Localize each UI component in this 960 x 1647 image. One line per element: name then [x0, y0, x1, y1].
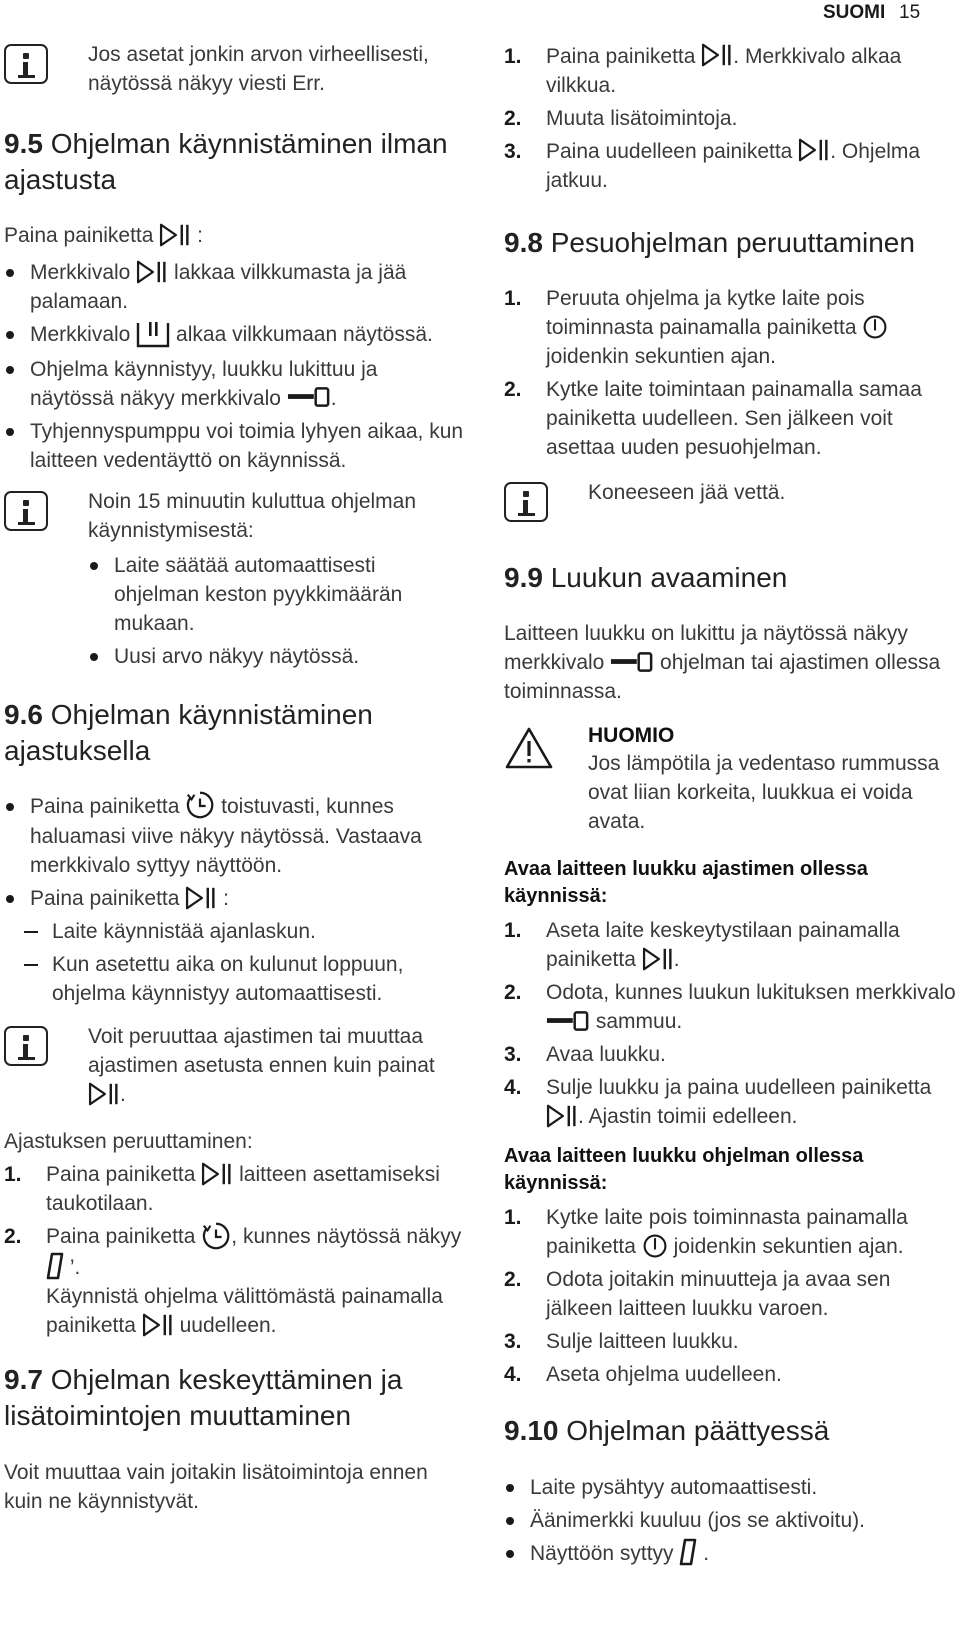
warning-text: Jos lämpötila ja vedentaso rummussa ovat liian korkeita, luukkua ei voida avata. [588, 752, 940, 834]
numbered-list [504, 916, 960, 1131]
power-icon [642, 1233, 668, 1259]
list-item: Paina painiketta toistuvasti, kunnes haluamasi viive näkyy näytössä. Vastaava merkkivalo syttyy näyttöön. [4, 792, 464, 880]
subsection-title: Avaa laitteen luukku ajastimen ollessa käynnissä: [504, 858, 868, 908]
section-title-9-5: 9.5 Ohjelman käynnistäminen ilman ajastusta [4, 128, 448, 195]
list-item: 3. Sulje laitteen luukku. [504, 1330, 739, 1354]
start-pause-icon [159, 222, 191, 248]
start-pause-icon [142, 1312, 174, 1338]
door-lock-icon [610, 651, 654, 673]
start-pause-icon [642, 946, 674, 972]
warning-title: HUOMIO [588, 724, 675, 748]
list-item: 2. Muuta lisätoimintoja. [504, 107, 738, 130]
list-item: 1. Paina painiketta laitteen asettamiseksi taukotilaan. [4, 1160, 464, 1218]
section-intro: Paina painiketta : [4, 221, 464, 250]
section-title-9-8: 9.8 Pesuohjelman peruuttaminen [504, 227, 915, 258]
list-item: Paina painiketta : [4, 884, 464, 913]
numbered-list [4, 1160, 464, 1340]
list-item: 2. Odota joitakin minuutteja ja avaa sen jälkeen laitteen luukku varoen. [504, 1268, 891, 1321]
list-item: 2. Odota, kunnes luukun lukituksen merkkivalo sammuu. [504, 981, 956, 1034]
list-item: 4. Sulje luukku ja paina uudelleen painiketta . Ajastin toimii edelleen. [504, 1076, 932, 1129]
list-item: 1. Paina painiketta . Merkkivalo alkaa vilkkua. [504, 42, 960, 100]
page-number: 15 [899, 2, 921, 23]
numbered-list [504, 1203, 960, 1389]
start-pause-icon [798, 137, 830, 163]
section-title-9-10: 9.10 Ohjelman päättyessä [504, 1415, 830, 1447]
section-title-9-9: 9.9 Luukun avaaminen [504, 562, 788, 594]
bullet-list [4, 258, 464, 474]
info-note-water [504, 478, 960, 530]
bullet-list [4, 792, 464, 913]
info-icon [4, 491, 48, 531]
start-pause-icon [136, 259, 168, 285]
dash-list [4, 917, 464, 1008]
info-icon [4, 1026, 48, 1066]
list-item: 2. Paina painiketta , kunnes näytössä näkyy ’. Käynnistä ohjelma välittömästä painamalla painiketta uudelleen. [4, 1222, 464, 1340]
info-note-15min [4, 487, 464, 671]
list-item: 3. Avaa luukku. [504, 1043, 666, 1067]
list-item: Näyttöön syttyy . [504, 1539, 960, 1568]
warning-block [504, 722, 960, 836]
section-text: Voit muuttaa vain joitakin lisätoimintoja ennen kuin ne käynnistyvät. [4, 1460, 428, 1513]
list-item: Uusi arvo näkyy näytössä. [88, 642, 464, 671]
left-column [4, 40, 464, 1516]
power-icon [862, 314, 888, 340]
bullet-list [504, 1473, 960, 1568]
list-item: Laite pysähtyy automaattisesti. [504, 1473, 960, 1502]
delay-timer-icon [201, 1221, 231, 1251]
note-text: Noin 15 minuutin kuluttua ohjelman käynnistymisestä: [88, 489, 417, 542]
door-lock-icon [546, 1010, 590, 1032]
section-title-9-6: 9.6 Ohjelman käynnistäminen ajastuksella [4, 698, 373, 766]
display-zero-icon [46, 1252, 64, 1280]
warning-icon [504, 726, 554, 770]
page-header [0, 0, 960, 30]
numbered-list [504, 284, 960, 462]
list-item: Äänimerkki kuuluu (jos se aktivoitu). [504, 1506, 960, 1535]
list-item: 3. Paina uudelleen painiketta . Ohjelma jatkuu. [504, 137, 960, 195]
list-item: Kun asetettu aika on kulunut loppuun, ohjelma käynnistyy automaattisesti. [4, 950, 464, 1008]
list-item: 1. Peruuta ohjelma ja kytke laite pois toiminnasta painamalla painiketta joidenkin sekuntien ajan. [504, 284, 960, 371]
right-column [504, 42, 960, 1572]
start-pause-icon [701, 42, 733, 68]
section-text: Laitteen luukku on lukittu ja näytössä näkyy merkkivalo ohjelman tai ajastimen ollessa toiminnassa. [504, 622, 941, 704]
list-item: 1. Kytke laite pois toiminnasta painamalla painiketta joidenkin sekuntien ajan. [504, 1206, 908, 1259]
info-note-err [4, 40, 464, 98]
note-text: Jos asetat jonkin arvon virheellisesti, näytössä näkyy viesti Err. [88, 43, 429, 95]
delay-timer-icon [185, 790, 215, 820]
list-item: Merkkivalo alkaa vilkkumaan näytössä. [4, 320, 464, 350]
list-item: Laite säätää automaattisesti ohjelman keston pyykkimäärän mukaan. [88, 551, 464, 638]
subsection-title: Ajastuksen peruuttaminen: [4, 1130, 253, 1154]
list-item: Merkkivalo lakkaa vilkkumasta ja jää palamaan. [4, 258, 464, 316]
info-note-cancel-timer [4, 1022, 464, 1109]
wash-phase-icon [136, 319, 170, 349]
note-text: Koneeseen jää vettä. [588, 481, 786, 505]
list-item: Ohjelma käynnistyy, luukku lukittuu ja näytössä näkyy merkkivalo . [4, 355, 464, 413]
display-zero-icon [679, 1538, 697, 1566]
list-item: 2. Kytke laite toimintaan painamalla samaa painiketta uudelleen. Sen jälkeen voit asettaa uuden pesuohjelman. [504, 378, 922, 460]
list-item: Tyhjennyspumppu voi toimia lyhyen aikaa, kun laitteen vedentäyttö on käynnissä. [4, 417, 464, 475]
info-icon [4, 44, 48, 84]
info-icon [504, 482, 548, 522]
list-item: 4. Aseta ohjelma uudelleen. [504, 1363, 782, 1387]
note-bullet-list [88, 551, 464, 671]
section-title-9-7: 9.7 Ohjelman keskeyttäminen ja lisätoimintojen muuttaminen [4, 1364, 403, 1432]
language-label: SUOMI [823, 2, 886, 23]
start-pause-icon [88, 1081, 120, 1107]
start-pause-icon [201, 1161, 233, 1187]
start-pause-icon [546, 1103, 578, 1129]
subsection-title: Avaa laitteen luukku ohjelman ollessa käynnissä: [504, 1145, 864, 1195]
list-item: 1. Aseta laite keskeytystilaan painamalla painiketta . [504, 919, 900, 972]
note-text: Voit peruuttaa ajastimen tai muuttaa ajastimen asetusta ennen kuin painat . [88, 1025, 435, 1107]
numbered-list [504, 42, 960, 195]
start-pause-icon [185, 885, 217, 911]
door-lock-icon [287, 386, 331, 408]
list-item: Laite käynnistää ajanlaskun. [4, 917, 464, 946]
